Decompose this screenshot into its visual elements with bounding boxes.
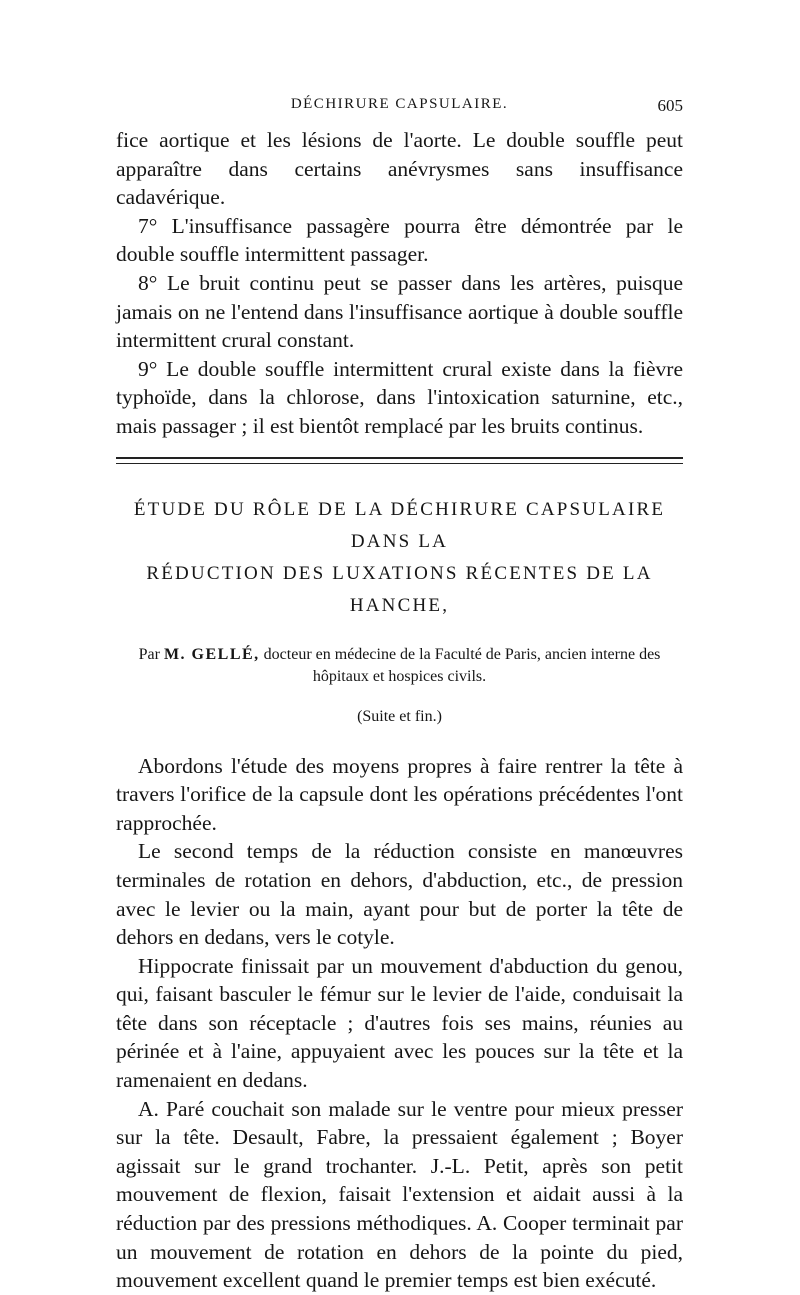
paragraph: A. Paré couchait son malade sur le ventre pour mieux presser sur la tête. Desault, Fabre, la pressaient également ; Boyer agissait sur le grand trochanter. J.-L. Petit, après son petit mouvement de flexion, faisait l'extension et aidait aussi à la réduction par des pressions méthodiques. A. Cooper terminait par un mouvement de rotation en dehors de la pointe du pied, mouvement excellent quand le premier temps est bien exécuté. (116, 1096, 683, 1293)
article-title-line-1: ÉTUDE DU RÔLE DE LA DÉCHIRURE CAPSULAIRE DANS LA (133, 498, 666, 552)
continuation-note: (Suite et fin.) (357, 707, 442, 725)
article-title (116, 494, 683, 622)
byline (116, 644, 683, 688)
page-number: 605 (657, 96, 683, 115)
running-head-title: DÉCHIRURE CAPSULAIRE. (290, 96, 509, 112)
paragraph: fice aortique et les lésions de l'aorte. Le double souffle peut apparaître dans certains anévrysmes sans insuffisance cadavérique. (116, 128, 683, 210)
byline-prefix: Par (138, 645, 160, 663)
paragraph: 7° L'insuffisance passagère pourra être démontrée par le double souffle intermittent passager. (116, 213, 683, 267)
paragraph: Le second temps de la réduction consiste en manœuvres terminales de rotation en dehors, d'abduction, etc., de pression avec le levier ou la main, ayant pour but de porter la tête de dehors en dedans, vers le cotyle. (116, 839, 683, 950)
article-title-line-2: RÉDUCTION DES LUXATIONS RÉCENTES DE LA HANCHE, (146, 562, 653, 616)
paragraph: 8° Le bruit continu peut se passer dans les artères, puisque jamais on ne l'entend dans l'insuffisance aortique à double souffle intermittent crural constant. (116, 270, 683, 353)
paragraph: Hippocrate finissait par un mouvement d'abduction du genou, qui, faisant basculer le fémur sur le levier de l'aide, conduisait la tête dans son réceptacle ; d'autres fois ses mains, réunies au périnée et à l'aine, appuyaient avec les pouces sur la tête et la ramenaient en dedans. (116, 953, 683, 1093)
paragraph: Abordons l'étude des moyens propres à faire rentrer la tête à travers l'orifice de la capsule dont les opérations précédentes l'ont rapprochée. (116, 753, 683, 835)
author-credentials: docteur en médecine de la Faculté de Paris, ancien interne des hôpitaux et hospices civils. (263, 645, 661, 685)
article-body (116, 752, 683, 1295)
previous-article-conclusions (116, 126, 683, 441)
paragraph: 9° Le double souffle intermittent crural existe dans la fièvre typhoïde, dans la chlorose, dans l'intoxication saturnine, etc., mais passager ; il est bientôt remplacé par les bruits continus. (116, 356, 683, 438)
book-page (116, 90, 683, 1295)
section-divider-thin (116, 463, 683, 464)
author-name: M. GELLÉ, (163, 645, 260, 663)
section-divider (116, 457, 683, 459)
running-head (116, 90, 683, 118)
